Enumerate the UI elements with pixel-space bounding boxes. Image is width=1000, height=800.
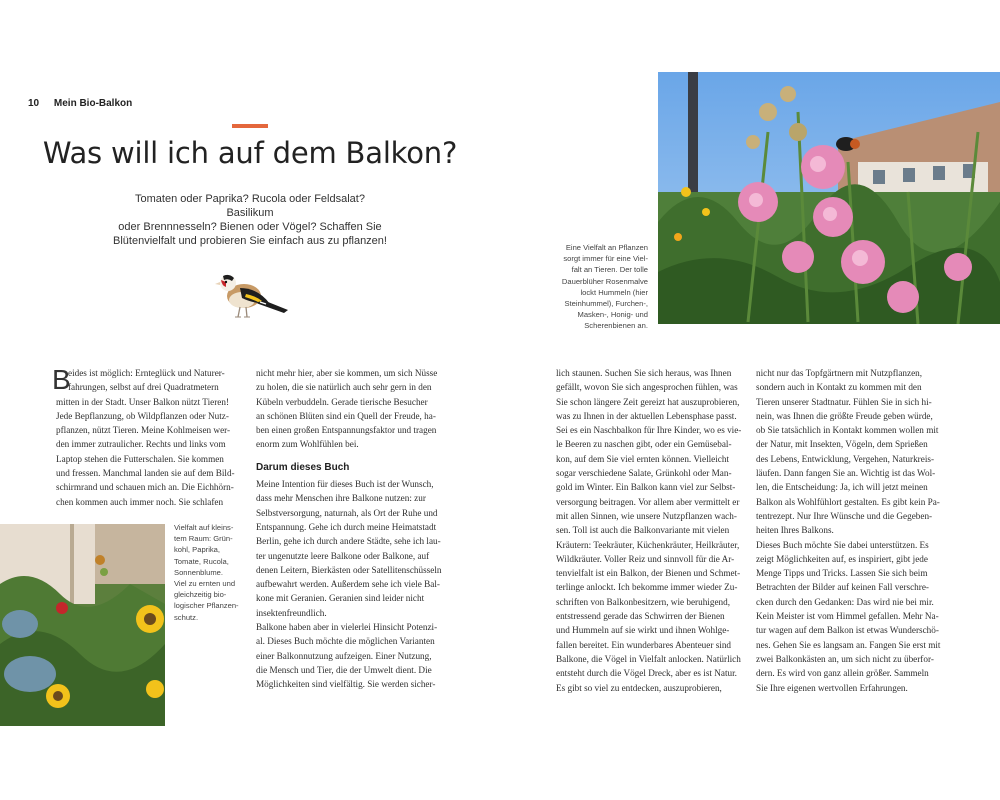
body-line: sondern auch in Kontakt zu kommen mit den	[756, 382, 922, 393]
caption-line: schutz.	[174, 612, 199, 622]
body-line: der Natur, mit Insekten, Vögeln, dem Sprießen	[756, 439, 928, 450]
body-line: des Lebens, Entwicklung, Vergehen, Naturkreis-	[756, 453, 935, 464]
body-line: eides ist möglich: Ernteglück und Naturer-	[68, 368, 225, 378]
caption-line: Dauerblüher Rosenmalve	[561, 276, 648, 286]
body-line: len, die Entscheidung: Ja, ich will jetzt meinen	[756, 482, 928, 493]
intro-subtitle	[110, 192, 390, 248]
body-line: zeigt Möglichkeiten auf, es inspiriert, gibt jede	[756, 553, 928, 564]
photo-mallow-flowers	[658, 72, 1000, 324]
subtitle-line: oder Brennnesseln? Bienen oder Vögel? Schaffen Sie	[118, 221, 382, 233]
goldfinch-illustration	[214, 270, 290, 322]
body-column-4	[756, 366, 940, 695]
body-line: al. Dieses Buch möchte die möglichen Varianten	[256, 636, 435, 647]
drop-cap: B	[52, 364, 71, 395]
subtitle-line: Blütenvielfalt und probieren Sie einfach aus zu pflanzen!	[113, 235, 387, 247]
body-line: denen Leitern, Bierkästen oder Satellitenschüsseln	[256, 564, 442, 575]
body-line: dern. Es wird von ganz allein größer. Sammeln	[756, 668, 929, 679]
body-line: mit allen Sinnen, wie unsere Nutzpflanzen wach-	[556, 510, 737, 521]
caption-line: Tomate, Rucola,	[174, 556, 229, 566]
photo-balcony-vegetables	[0, 524, 165, 726]
body-line: nicht nur das Topfgärtnern mit Nutzpflanzen,	[756, 368, 923, 378]
body-line: enorm zum Wohlfühlen bei.	[256, 439, 359, 450]
caption-line: Eine Vielfalt an Pflanzen	[565, 243, 648, 252]
caption-line: Vielfalt auf kleins-	[174, 523, 234, 532]
body-line: an schönen Blüten sind ein Quell der Freude, ha-	[256, 410, 436, 421]
body-line: kon, auf dem Sie viel ernten können. Vielleicht	[556, 453, 730, 464]
body-line: sogar verschiedene Salate, Grünkohl oder Man-	[556, 468, 732, 479]
body-line: fallen bereitet. Ein wunderbares Abenteuer sind	[556, 639, 732, 650]
body-line: einer Balkonnutzung aufzeigen. Einer Nutzung,	[256, 650, 432, 661]
body-line: den immer zutraulicher. Rechts und links vom	[56, 439, 226, 450]
body-line: gefällt, wovon Sie sich angesprochen fühlen, was	[556, 382, 738, 393]
body-line: le Beeren zu naschen gibt, oder ein Gemüsebal-	[556, 439, 732, 450]
body-line: was zu Ihnen in der aktuellen Lebensphase passt.	[556, 410, 737, 421]
body-line: Menge Tipps und Tricks. Lassen Sie sich beim	[756, 568, 928, 579]
body-column-2	[256, 366, 441, 692]
body-line: Tieren unserer Stadtnatur. Fühlen Sie in sich hi-	[756, 396, 932, 407]
body-column-1	[56, 366, 235, 509]
running-header	[28, 98, 132, 109]
body-line: pflanzen, nützt Tieren. Meine Kohlmeisen wer-	[56, 425, 231, 436]
body-line: nicht mehr hier, aber sie kommen, um sich Nüsse	[256, 368, 438, 378]
body-line: lich staunen. Suchen Sie sich heraus, was Ihnen	[556, 368, 732, 378]
body-line: Balkone, die Vögel in Vielfalt anlocken. Natürlich	[556, 653, 741, 664]
body-line: fahrungen, selbst auf drei Quadratmetern	[68, 382, 219, 393]
body-line: Jede Bepflanzung, ob Wildpflanzen oder Nutz-	[56, 410, 229, 421]
body-line: entsteht durch die Vögel Dreck, aber es ist Natur.	[556, 668, 737, 679]
caption-line: tem Raum: Grün-	[174, 534, 233, 544]
body-line: zu holen, die sie natürlich auch sehr gern in den	[256, 382, 432, 393]
body-line: Sie Ihre eigenen wertvollen Erfahrungen.	[756, 682, 908, 693]
page-number: 10	[28, 98, 40, 109]
body-line: ter ungenutzte leere Balkone oder Balkone, auf	[256, 550, 430, 561]
body-line: schriften von Balkonbesitzern, wie beruhigend,	[556, 596, 731, 607]
body-line: Wildkräuter. Voller Reiz und sinnvoll für die Ar-	[556, 553, 735, 564]
caption-line: sorgt immer für eine Viel-	[563, 254, 648, 264]
section-heading: Darum dieses Buch	[256, 461, 350, 473]
body-line: die Mensch und Tier, die der Umwelt dient. Die	[256, 664, 432, 675]
body-line: tentrezept. Nur Ihre Wünsche und die Gegeben-	[756, 510, 933, 521]
caption-line: Sonnenblume.	[174, 567, 223, 577]
caption-line: logischer Pflanzen-	[174, 601, 239, 611]
body-line: cken durch den Gedanken: Das wird nie bei mir.	[756, 596, 934, 607]
body-line: nes. Gehen Sie es langsam an. Fangen Sie erst mit	[756, 639, 941, 650]
caption-left-photo	[174, 522, 239, 623]
body-line: Entspannung. Gehe ich durch meine Heimatstadt	[256, 521, 437, 532]
body-line: Kräutern: Teekräuter, Küchenkräuter, Heilkräuter,	[556, 539, 740, 550]
body-line: chen kommen auch immer noch. Sie schlafen	[56, 496, 224, 507]
body-line: gold im Winter. Ein Balkon kann viel zur Selbst-	[556, 482, 736, 493]
subtitle-line: Tomaten oder Paprika? Rucola oder Feldsalat? Basilikum	[135, 193, 365, 219]
body-line: ben einen großen Entspannungsfaktor und tragen	[256, 425, 437, 436]
caption-line: gleichzeitig bio-	[174, 590, 227, 600]
body-line: Laptop stehen die Futterschalen. Sie kommen	[56, 453, 224, 464]
body-line: terlinge anlockt. Ich bekomme immer wieder Zu-	[556, 582, 738, 593]
body-line: kone mit Geranien. Geranien sind leider nicht	[256, 593, 425, 604]
body-line: Es gibt so viel zu entdecken, auszuprobieren,	[556, 682, 722, 693]
body-line: entstressend gerade das Schwirren der Bienen	[556, 611, 725, 622]
caption-top-photo	[562, 242, 648, 332]
body-line: Meine Intention für dieses Buch ist der Wunsch,	[256, 479, 434, 490]
page-title: Was will ich auf dem Balkon?	[42, 136, 458, 170]
caption-line: Viel zu ernten und	[174, 579, 236, 589]
body-line: Berlin, gehe ich durch andere Städte, sehe ich lau-	[256, 536, 441, 547]
body-line: Kein Meister ist vom Himmel gefallen. Mehr Na-	[756, 611, 939, 622]
body-line: und Hummeln auf sie wirkt und ihnen Wohlge-	[556, 625, 730, 636]
body-line: nein, was Ihnen die größte Freude geben würde,	[756, 410, 933, 421]
caption-line: kohl, Paprika,	[174, 545, 221, 555]
body-line: aufbewahrt werden. Außerdem sehe ich viele Bal-	[256, 579, 440, 590]
body-line: schirmrand und schauen mich an. Die Eichhörn-	[56, 482, 234, 493]
body-line: Möglichkeiten sind vielfältig. Sie werden sicher-	[256, 679, 436, 690]
body-line: Betrachten der Bilder auf keinen Fall verschre-	[756, 582, 929, 593]
body-line: Dieses Buch möchte Sie dabei unterstützen. Es	[756, 539, 929, 550]
body-line: Selbstversorgung, naturnah, als Ort der Ruhe und	[256, 507, 438, 518]
caption-line: lockt Hummeln (hier	[580, 287, 648, 297]
caption-line: Steinhummel), Furchen-,	[564, 299, 648, 309]
body-line: und fressen. Manchmal landen sie auf dem Bild-	[56, 468, 235, 479]
body-line: tenvielfalt ist ein Balkon, der Bienen und Schmet-	[556, 568, 741, 579]
body-line: Sei es ein Naschbalkon für Ihre Kinder, wo es vie-	[556, 425, 742, 436]
caption-line: Masken-, Honig- und	[577, 310, 648, 320]
body-line: läufen. Dann fangen Sie an. Wichtig ist das Wol-	[756, 468, 936, 479]
body-line: ob Sie tatsächlich in Kontakt kommen wollen mit	[756, 425, 939, 436]
body-line: tur wagen auf dem Balkon ist etwas Wunderschö-	[756, 625, 939, 636]
body-line: heiten Ihres Balkons.	[756, 525, 834, 536]
body-line: mitten in der Stadt. Unser Balkon nützt Tieren!	[56, 396, 230, 407]
caption-line: falt an Tieren. Der tolle	[571, 265, 648, 275]
body-line: sen. Toll ist auch die Balkonvariante mit vielen	[556, 525, 730, 536]
body-line: Balkon als Wohlfühlort gestalten. Es gibt kein Pa-	[756, 496, 940, 507]
body-line: Balkone haben aber in vielerlei Hinsicht Potenzi-	[256, 622, 438, 633]
body-line: Kübeln verbuddeln. Gerade tierische Besucher	[256, 396, 428, 407]
section-title: Mein Bio-Balkon	[53, 98, 133, 109]
body-line: versorgung beitragen. Vor allem aber vermittelt er	[556, 496, 740, 507]
body-line: insektenfreundlich.	[256, 607, 327, 618]
body-line: Sie schon längere Zeit gereizt hat auszuprobieren,	[556, 396, 740, 407]
accent-bar	[232, 124, 268, 128]
body-column-3	[556, 366, 741, 695]
body-line: zwei Balkonkästen an, um sich nicht zu überfor-	[756, 653, 934, 664]
body-line: dass mehr Menschen ihre Balkone nutzen: zur	[256, 493, 426, 504]
caption-line: Scherenbienen an.	[584, 321, 648, 331]
